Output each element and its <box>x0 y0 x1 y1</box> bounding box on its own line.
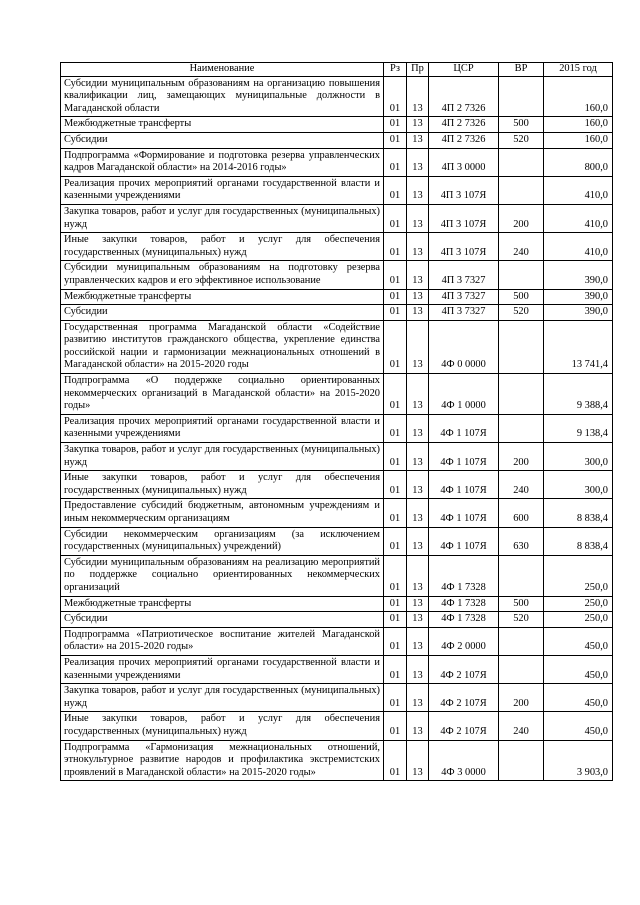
row-name: Иные закупки товаров, работ и услуг для обеспечения государственных (муниципальных) нужд <box>61 233 384 261</box>
row-vr <box>499 627 544 655</box>
row-rz: 01 <box>384 655 407 683</box>
row-sum: 9 388,4 <box>544 374 613 415</box>
row-csr: 4Ф 0 0000 <box>429 320 499 373</box>
row-sum: 9 138,4 <box>544 414 613 442</box>
row-rz: 01 <box>384 414 407 442</box>
row-name: Подпрограмма «О поддержке социально ориентированных некоммерческих организаций в Магаданской области» на 2015-2020 годы» <box>61 374 384 415</box>
budget-page <box>60 62 612 781</box>
row-csr: 4Ф 2 0000 <box>429 627 499 655</box>
row-pr: 13 <box>407 204 429 232</box>
row-name: Иные закупки товаров, работ и услуг для обеспечения государственных (муниципальных) нужд <box>61 712 384 740</box>
row-name: Субсидии некоммерческим организациям (за исключением государственных (муниципальных) учреждений) <box>61 527 384 555</box>
header-vr: ВР <box>499 63 544 77</box>
row-rz: 01 <box>384 320 407 373</box>
row-csr: 4Ф 1 107Я <box>429 471 499 499</box>
row-sum: 390,0 <box>544 261 613 289</box>
row-sum: 250,0 <box>544 555 613 596</box>
row-name: Субсидии <box>61 132 384 148</box>
row-name: Субсидии муниципальным образованиям на подготовку резерва управленческих кадров и его эффективное использование <box>61 261 384 289</box>
row-csr: 4Ф 1 7328 <box>429 612 499 628</box>
row-rz: 01 <box>384 289 407 305</box>
row-name: Закупка товаров, работ и услуг для государственных (муниципальных) нужд <box>61 204 384 232</box>
row-csr: 4Ф 2 107Я <box>429 684 499 712</box>
row-pr: 13 <box>407 132 429 148</box>
row-pr: 13 <box>407 305 429 321</box>
header-pr: Пр <box>407 63 429 77</box>
table-row <box>61 289 613 305</box>
row-vr: 500 <box>499 596 544 612</box>
table-row <box>61 555 613 596</box>
row-pr: 13 <box>407 414 429 442</box>
row-rz: 01 <box>384 176 407 204</box>
table-row <box>61 684 613 712</box>
row-csr: 4П 3 0000 <box>429 148 499 176</box>
row-csr: 4Ф 2 107Я <box>429 712 499 740</box>
row-name: Иные закупки товаров, работ и услуг для обеспечения государственных (муниципальных) нужд <box>61 471 384 499</box>
row-csr: 4Ф 1 107Я <box>429 527 499 555</box>
row-csr: 4П 3 107Я <box>429 204 499 232</box>
header-rz: Рз <box>384 63 407 77</box>
row-rz: 01 <box>384 443 407 471</box>
header-name: Наименование <box>61 63 384 77</box>
row-vr <box>499 148 544 176</box>
row-rz: 01 <box>384 740 407 781</box>
row-rz: 01 <box>384 684 407 712</box>
row-name: Межбюджетные трансферты <box>61 596 384 612</box>
row-sum: 390,0 <box>544 289 613 305</box>
row-rz: 01 <box>384 555 407 596</box>
row-name: Субсидии <box>61 612 384 628</box>
row-sum: 410,0 <box>544 176 613 204</box>
row-rz: 01 <box>384 627 407 655</box>
row-sum: 300,0 <box>544 471 613 499</box>
row-name: Субсидии муниципальным образованиям на организацию повышения квалификации лиц, замещающих муниципальные должности в Магаданской области <box>61 76 384 117</box>
row-sum: 410,0 <box>544 204 613 232</box>
row-vr <box>499 176 544 204</box>
row-csr: 4П 3 7327 <box>429 289 499 305</box>
row-vr: 630 <box>499 527 544 555</box>
row-csr: 4П 3 7327 <box>429 261 499 289</box>
row-sum: 3 903,0 <box>544 740 613 781</box>
header-year: 2015 год <box>544 63 613 77</box>
row-vr <box>499 655 544 683</box>
row-pr: 13 <box>407 740 429 781</box>
row-sum: 160,0 <box>544 117 613 133</box>
row-pr: 13 <box>407 261 429 289</box>
row-rz: 01 <box>384 612 407 628</box>
row-rz: 01 <box>384 233 407 261</box>
table-row <box>61 414 613 442</box>
row-name: Подпрограмма «Гармонизация межнациональных отношений, этнокультурное развитие народов и профилактика экстремистских проявлений в Магаданской области» на 2015-2020 годы» <box>61 740 384 781</box>
row-csr: 4Ф 1 7328 <box>429 555 499 596</box>
row-name: Межбюджетные трансферты <box>61 117 384 133</box>
row-csr: 4Ф 1 7328 <box>429 596 499 612</box>
row-sum: 8 838,4 <box>544 527 613 555</box>
row-pr: 13 <box>407 712 429 740</box>
row-vr: 520 <box>499 132 544 148</box>
row-sum: 450,0 <box>544 655 613 683</box>
row-name: Предоставление субсидий бюджетным, автономным учреждениям и иным некоммерческим организациям <box>61 499 384 527</box>
row-sum: 300,0 <box>544 443 613 471</box>
row-sum: 410,0 <box>544 233 613 261</box>
row-pr: 13 <box>407 612 429 628</box>
row-pr: 13 <box>407 596 429 612</box>
row-csr: 4Ф 1 107Я <box>429 499 499 527</box>
row-vr: 500 <box>499 289 544 305</box>
table-row <box>61 596 613 612</box>
row-sum: 160,0 <box>544 132 613 148</box>
row-name: Закупка товаров, работ и услуг для государственных (муниципальных) нужд <box>61 443 384 471</box>
row-pr: 13 <box>407 443 429 471</box>
row-sum: 450,0 <box>544 712 613 740</box>
row-pr: 13 <box>407 499 429 527</box>
row-rz: 01 <box>384 204 407 232</box>
row-name: Реализация прочих мероприятий органами государственной власти и казенными учреждениями <box>61 655 384 683</box>
row-pr: 13 <box>407 555 429 596</box>
table-row <box>61 655 613 683</box>
row-vr: 520 <box>499 612 544 628</box>
table-row <box>61 374 613 415</box>
row-sum: 250,0 <box>544 596 613 612</box>
row-sum: 8 838,4 <box>544 499 613 527</box>
row-csr: 4Ф 2 107Я <box>429 655 499 683</box>
table-row <box>61 320 613 373</box>
row-rz: 01 <box>384 499 407 527</box>
row-rz: 01 <box>384 471 407 499</box>
row-pr: 13 <box>407 374 429 415</box>
row-rz: 01 <box>384 374 407 415</box>
row-name: Подпрограмма «Патриотическое воспитание жителей Магаданской области» на 2015-2020 годы» <box>61 627 384 655</box>
row-vr <box>499 374 544 415</box>
row-vr <box>499 76 544 117</box>
row-sum: 450,0 <box>544 684 613 712</box>
row-rz: 01 <box>384 132 407 148</box>
row-vr: 200 <box>499 684 544 712</box>
row-vr: 240 <box>499 471 544 499</box>
row-sum: 390,0 <box>544 305 613 321</box>
table-row <box>61 612 613 628</box>
table-row <box>61 471 613 499</box>
row-name: Реализация прочих мероприятий органами государственной власти и казенными учреждениями <box>61 414 384 442</box>
row-name: Межбюджетные трансферты <box>61 289 384 305</box>
row-pr: 13 <box>407 148 429 176</box>
row-csr: 4П 2 7326 <box>429 132 499 148</box>
header-csr: ЦСР <box>429 63 499 77</box>
row-vr <box>499 740 544 781</box>
budget-table <box>60 62 613 781</box>
table-row <box>61 712 613 740</box>
row-csr: 4П 2 7326 <box>429 76 499 117</box>
row-csr: 4Ф 3 0000 <box>429 740 499 781</box>
row-csr: 4П 3 107Я <box>429 176 499 204</box>
row-csr: 4Ф 1 0000 <box>429 374 499 415</box>
row-name: Закупка товаров, работ и услуг для государственных (муниципальных) нужд <box>61 684 384 712</box>
row-pr: 13 <box>407 320 429 373</box>
row-pr: 13 <box>407 655 429 683</box>
row-rz: 01 <box>384 148 407 176</box>
row-pr: 13 <box>407 684 429 712</box>
row-vr: 240 <box>499 712 544 740</box>
row-vr: 500 <box>499 117 544 133</box>
row-pr: 13 <box>407 76 429 117</box>
table-row <box>61 233 613 261</box>
row-name: Государственная программа Магаданской области «Содействие развитию институтов гражданского общества, укрепление единства российской нации и гармонизации межнациональных отношений в Магаданской области» на 2015-2020 годы <box>61 320 384 373</box>
row-name: Субсидии <box>61 305 384 321</box>
row-sum: 800,0 <box>544 148 613 176</box>
table-row <box>61 443 613 471</box>
row-rz: 01 <box>384 76 407 117</box>
row-rz: 01 <box>384 712 407 740</box>
table-row <box>61 527 613 555</box>
row-vr <box>499 261 544 289</box>
row-rz: 01 <box>384 596 407 612</box>
row-csr: 4П 3 107Я <box>429 233 499 261</box>
table-row <box>61 740 613 781</box>
row-pr: 13 <box>407 627 429 655</box>
table-row <box>61 499 613 527</box>
row-vr <box>499 320 544 373</box>
table-row <box>61 305 613 321</box>
row-name: Подпрограмма «Формирование и подготовка резерва управленческих кадров Магаданской области» на 2014-2016 годы» <box>61 148 384 176</box>
table-row <box>61 627 613 655</box>
row-sum: 250,0 <box>544 612 613 628</box>
row-name: Субсидии муниципальным образованиям на реализацию мероприятий по поддержке социально ориентированных некоммерческих организаций <box>61 555 384 596</box>
table-row <box>61 204 613 232</box>
row-pr: 13 <box>407 117 429 133</box>
row-vr: 520 <box>499 305 544 321</box>
row-sum: 160,0 <box>544 76 613 117</box>
row-rz: 01 <box>384 261 407 289</box>
row-pr: 13 <box>407 289 429 305</box>
row-pr: 13 <box>407 176 429 204</box>
row-vr: 200 <box>499 204 544 232</box>
table-row <box>61 132 613 148</box>
row-sum: 450,0 <box>544 627 613 655</box>
table-header-row <box>61 63 613 77</box>
row-rz: 01 <box>384 305 407 321</box>
row-vr: 200 <box>499 443 544 471</box>
table-row <box>61 117 613 133</box>
row-rz: 01 <box>384 527 407 555</box>
row-pr: 13 <box>407 233 429 261</box>
row-vr: 600 <box>499 499 544 527</box>
row-pr: 13 <box>407 527 429 555</box>
row-csr: 4Ф 1 107Я <box>429 443 499 471</box>
table-row <box>61 76 613 117</box>
table-row <box>61 148 613 176</box>
row-rz: 01 <box>384 117 407 133</box>
row-sum: 13 741,4 <box>544 320 613 373</box>
row-csr: 4Ф 1 107Я <box>429 414 499 442</box>
table-row <box>61 261 613 289</box>
row-vr <box>499 414 544 442</box>
row-vr: 240 <box>499 233 544 261</box>
table-row <box>61 176 613 204</box>
row-vr <box>499 555 544 596</box>
row-csr: 4П 2 7326 <box>429 117 499 133</box>
row-csr: 4П 3 7327 <box>429 305 499 321</box>
row-pr: 13 <box>407 471 429 499</box>
row-name: Реализация прочих мероприятий органами государственной власти и казенными учреждениями <box>61 176 384 204</box>
